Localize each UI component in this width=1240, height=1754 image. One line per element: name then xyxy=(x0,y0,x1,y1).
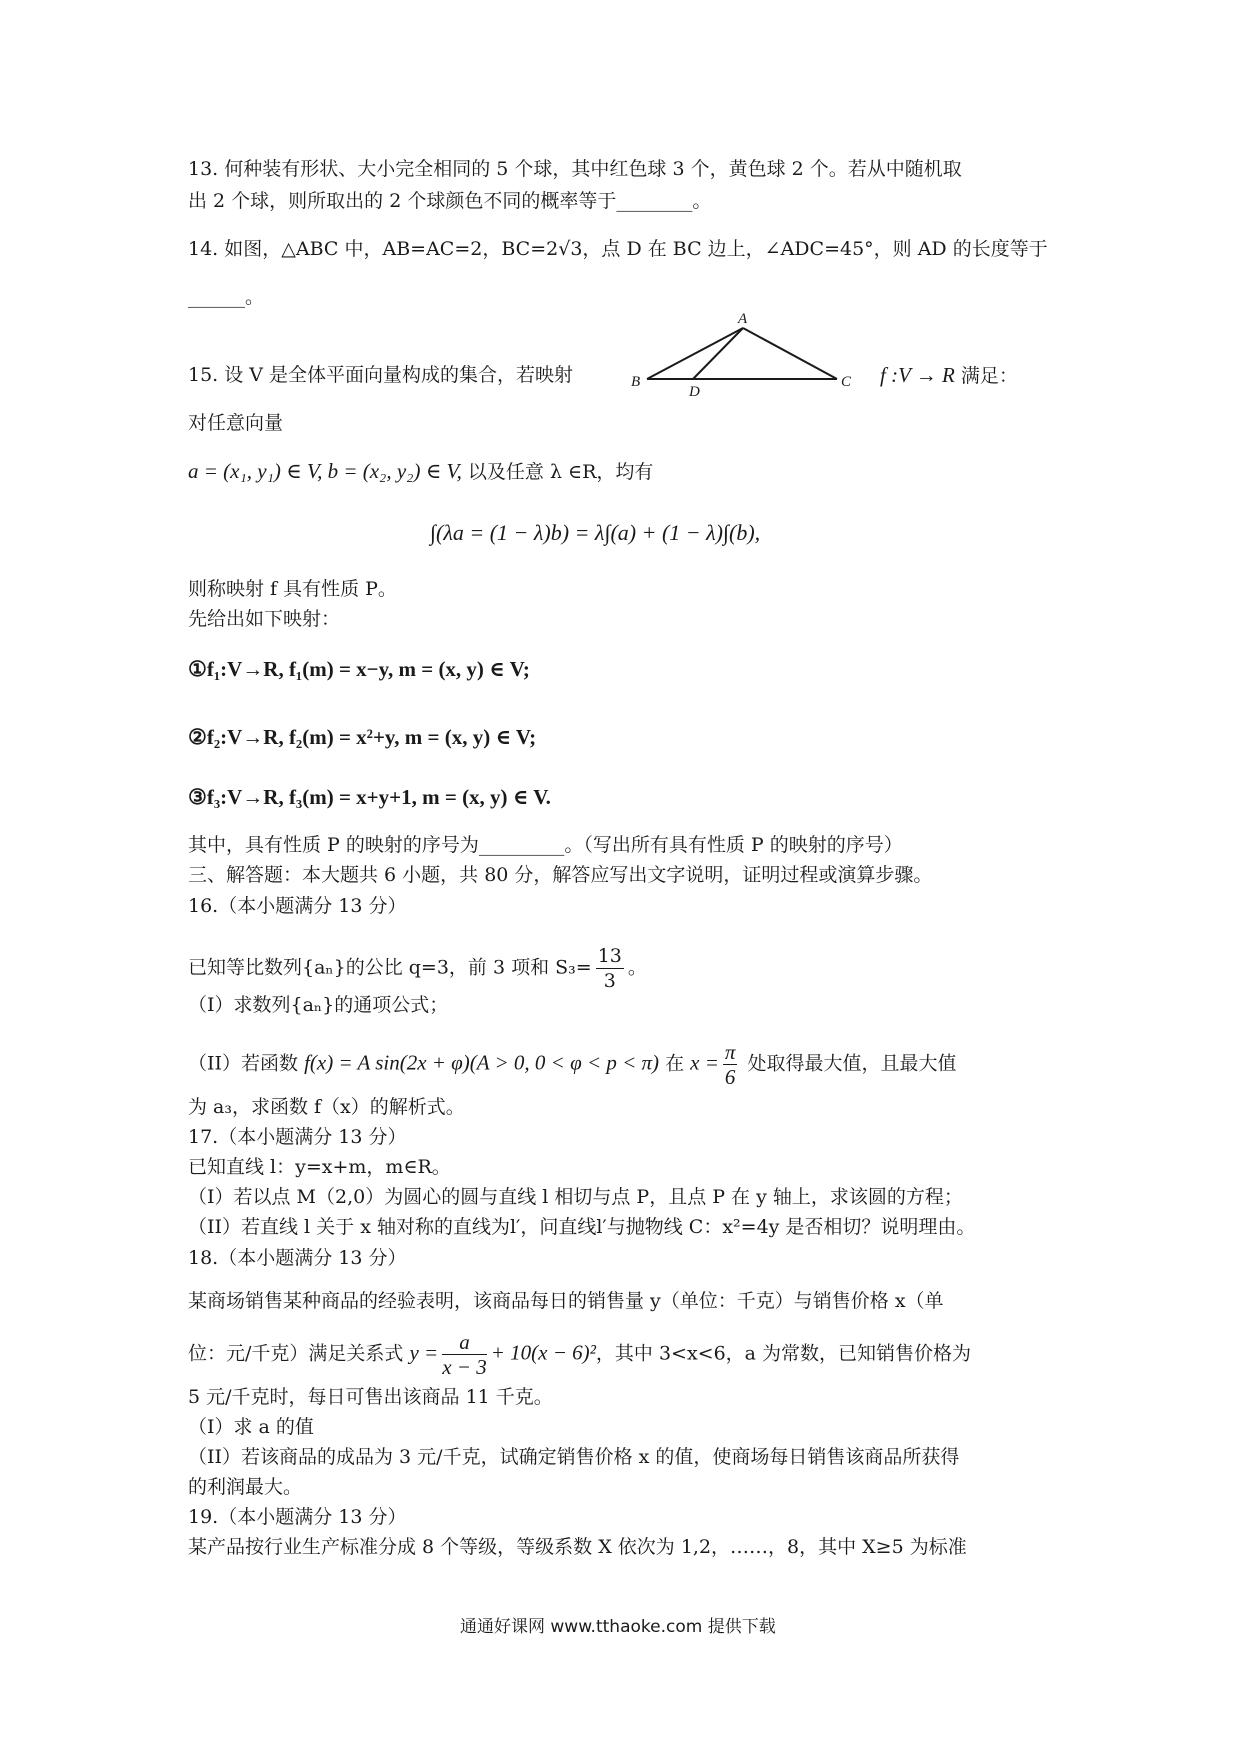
q15-map-3: ③f₃:V→R, f₃(m) = x+y+1, m = (x, y) ∈ V. xyxy=(188,785,551,809)
q18-line-2-end: ，其中 3<x<6，a 为常数，已知销售价格为 xyxy=(595,1342,972,1365)
q18-part-2-line-2: 的利润最大。 xyxy=(188,1476,303,1498)
q17-header: 17.（本小题满分 13 分） xyxy=(188,1126,407,1148)
q18-part-2: （II）若该商品的成品为 3 元/千克，试确定销售价格 x 的值，使商场每日销售该商品所获得 xyxy=(188,1446,960,1468)
q15-map-expr: f :V → R xyxy=(880,363,955,387)
q19-header: 19.（本小题满分 13 分） xyxy=(188,1506,407,1528)
q19-line-1: 某产品按行业生产标准分成 8 个等级，等级系数 X 依次为 1,2，……，8，其中 X≥5 为标准 xyxy=(188,1536,967,1558)
figure-label-d: D xyxy=(689,384,700,396)
q13-line-2: 出 2 个球，则所取出的 2 个球颜色不同的概率等于________。 xyxy=(188,190,712,212)
q18-line-1: 某商场销售某种商品的经验表明，该商品每日的销售量 y（单位：千克）与销售价格 x（单 xyxy=(188,1290,944,1312)
q17-part-1: （I）若以点 M（2,0）为圆心的圆与直线 l 相切与点 P，且点 P 在 y 轴上，求该圆的方程； xyxy=(188,1186,963,1208)
q18-header: 18.（本小题满分 13 分） xyxy=(188,1247,407,1269)
q16-frac-num: 13 xyxy=(597,945,622,967)
q13-line-1: 13. 何种装有形状、大小完全相同的 5 个球，其中红色球 3 个，黄色球 2 个。若从中随机取 xyxy=(188,158,962,180)
q18-line-2-tail: + 10(x − 6)² xyxy=(490,1340,596,1365)
q18-frac-den: x − 3 xyxy=(442,1355,487,1379)
triangle-figure xyxy=(625,306,855,396)
footer-source: 通通好课网 www.tthaoke.com 提供下载 xyxy=(460,1617,776,1637)
q18-frac-num: a xyxy=(442,1330,487,1355)
q16-line-1-end: 。 xyxy=(627,956,647,979)
q18-line-2-pre: 位：元/千克）满足关系式 xyxy=(188,1342,410,1365)
q16-part-2-x: x = xyxy=(690,1050,719,1075)
q15-line-1: 15. 设 V 是全体平面向量构成的集合，若映射 xyxy=(188,364,574,386)
q15-map-suffix: 满足： xyxy=(954,365,1018,387)
q15-line-2: 对任意向量 xyxy=(188,412,284,434)
q18-line-2 xyxy=(188,1330,971,1379)
q15-map-1: ①f₁:V→R, f₁(m) = x−y, m = (x, y) ∈ V; xyxy=(188,657,530,681)
q16-part-2-expr: f(x) = A sin(2x + φ)(A > 0, 0 < φ < p < π) xyxy=(304,1050,660,1075)
q15-formula: ∫(λa = (1 − λ)b) = λ∫(a) + (1 − λ)∫(b), xyxy=(430,520,761,545)
q16-part-2-pre: （II）若函数 xyxy=(188,1052,305,1075)
q17-line-1: 已知直线 l：y=x+m，m∈R。 xyxy=(188,1156,451,1178)
q18-part-1: （I）求 a 的值 xyxy=(188,1416,314,1438)
section-3-heading: 三、解答题：本大题共 6 小题，共 80 分，解答应写出文字说明，证明过程或演算步骤。 xyxy=(188,864,933,886)
q15-line-5: 其中，具有性质 P 的映射的序号为_________。（写出所有具有性质 P 的映射的序号） xyxy=(188,834,903,856)
q16-line-1 xyxy=(188,944,647,993)
figure-label-a: A xyxy=(738,311,748,327)
q16-header: 16.（本小题满分 13 分） xyxy=(188,895,407,917)
q16-fraction xyxy=(596,944,624,993)
q15-vector-expr: a = (x₁, y₁) ∈ V, b = (x₂, y₂) ∈ V, xyxy=(188,459,462,483)
q15-line-3: 则称映射 f 具有性质 P。 xyxy=(188,578,397,600)
q16-part-2-line-2: 为 a₃，求函数 f（x）的解析式。 xyxy=(188,1096,465,1118)
q16-part-2-frac-num: π xyxy=(724,1040,736,1064)
q15-vector-line xyxy=(188,458,653,485)
q16-part-2-end: 处取得最大值，且最大值 xyxy=(741,1052,957,1075)
q16-part-2 xyxy=(188,1040,956,1089)
q17-part-2: （II）若直线 l 关于 x 轴对称的直线为l′，问直线l′与抛物线 C：x²=4y 是否相切？说明理由。 xyxy=(188,1216,976,1238)
q14-line-1: 14. 如图，△ABC 中，AB=AC=2，BC=2√3，点 D 在 BC 边上，∠ADC=45°，则 AD 的长度等于 xyxy=(188,238,1048,260)
q16-part-2-frac-den: 6 xyxy=(724,1065,736,1089)
q18-fraction xyxy=(442,1330,487,1379)
q15-map-2: ②f₂:V→R, f₂(m) = x²+y, m = (x, y) ∈ V; xyxy=(188,725,537,749)
q16-frac-den: 3 xyxy=(603,970,616,992)
q16-line-1-text: 已知等比数列{aₙ}的公比 q=3，前 3 项和 S₃= xyxy=(188,956,592,979)
q16-part-1: （I）求数列{aₙ}的通项公式； xyxy=(188,994,449,1016)
q15-vector-suffix: 以及任意 λ ∈R，均有 xyxy=(461,461,654,483)
figure-label-c: C xyxy=(841,374,852,390)
q14-line-2: ______。 xyxy=(188,286,265,308)
q16-part-2-fraction xyxy=(723,1040,738,1089)
q15-line-4: 先给出如下映射： xyxy=(188,608,341,630)
q18-line-3: 5 元/千克时，每日可售出该商品 11 千克。 xyxy=(188,1386,553,1408)
q15-map-line xyxy=(880,362,1018,389)
figure-label-b: B xyxy=(631,374,641,390)
q16-part-2-mid: 在 xyxy=(659,1052,691,1075)
q18-line-2-y: y = xyxy=(409,1340,439,1365)
